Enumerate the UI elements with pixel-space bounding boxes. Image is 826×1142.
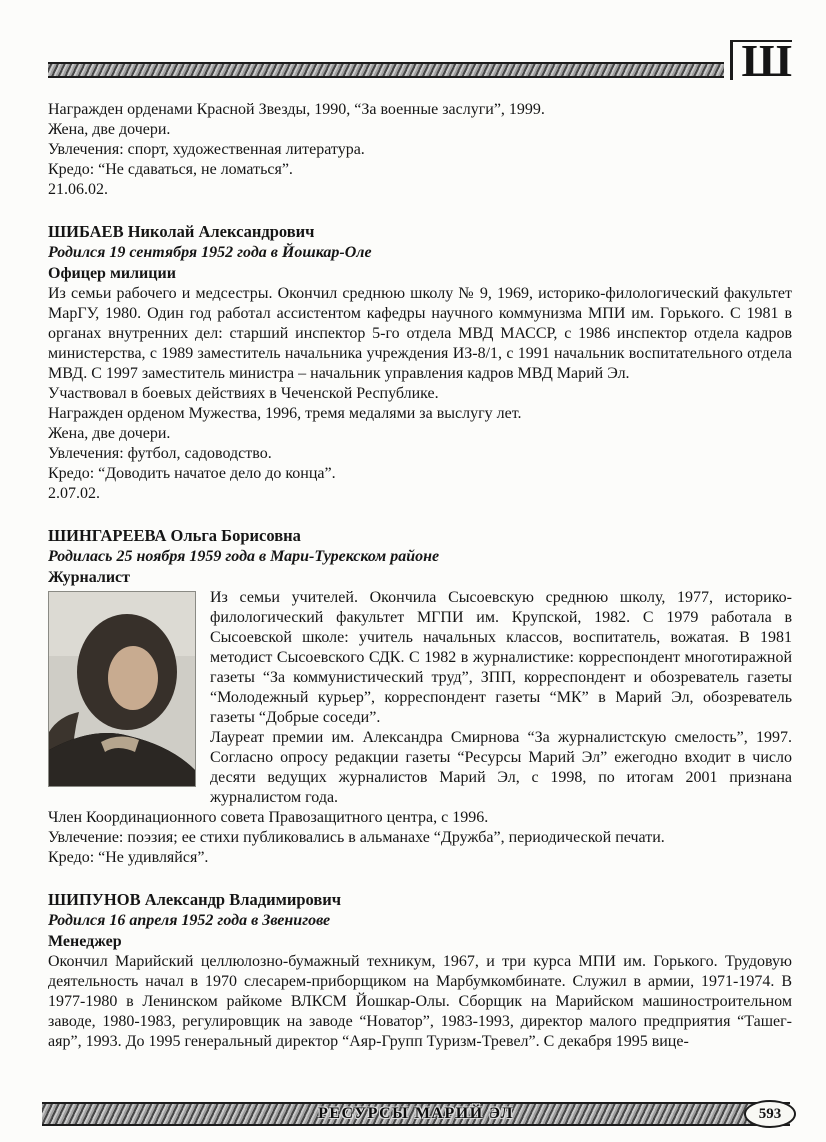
date-line: 2.07.02. [48, 485, 100, 502]
entry-paragraph: Окончил Марийский целлюлозно-бумажный техникум, 1967, и три курса МПИ им. Горького. Трудовую деятельность начал в 1970 слесарем-приборщиком на Марбумкомбинате. Служил в армии, 1971-1974. В 1977-1980 в Ленинском райкоме ВЛКСМ Йошкар-Олы. Сборщик на Марийском машиностроительном заводе, 1980-1983, регулировщик на заводе “Новатор”, 1983-1993, директор малого предприятия “Ташег-аяр”, 1993. До 1995 генеральный директор “Аяр-Групп Туризм-Тревел”. С декабря 1995 вице- [48, 953, 792, 1050]
page-number-badge [744, 1100, 796, 1128]
service-line: Участвовал в боевых действиях в Чеченской Республике. [48, 385, 439, 402]
family-line: Жена, две дочери. [48, 121, 171, 138]
entry-shipunov [48, 889, 792, 1052]
entry-profession: Менеджер [48, 933, 122, 950]
previous-entry-tail [48, 100, 792, 200]
hobbies-line: Увлечение: поэзия; ее стихи публиковались в альманахе “Дружба”, периодической печати. [48, 829, 665, 846]
entry-profession: Офицер милиции [48, 265, 176, 282]
awards-line: Награжден орденами Красной Звезды, 1990, “За военные заслуги”, 1999. [48, 101, 545, 118]
hobbies-line: Увлечения: спорт, художественная литература. [48, 141, 365, 158]
page-header [48, 35, 792, 87]
footer-title: РЕСУРСЫ МАРИЙ ЭЛ [318, 1105, 514, 1122]
membership-line: Член Координационного совета Правозащитного центра, с 1996. [48, 809, 489, 826]
entry-born: Родился 19 сентября 1952 года в Йошкар-Оле [48, 244, 372, 261]
portrait-silhouette [49, 592, 195, 786]
section-rule [48, 62, 724, 78]
hobbies-line: Увлечения: футбол, садоводство. [48, 445, 272, 462]
entry-paragraph: Лауреат премии им. Александра Смирнова “За журналистскую смелость”, 1997. Согласно опросу редакции газеты “Ресурсы Марий Эл” ежегодно входит в число десяти ведущих журналистов Марий Эл, с 1998, по итогам 2001 признана журналистом года. [210, 729, 792, 806]
credo-line: Кредо: “Не сдаваться, не ломаться”. [48, 161, 293, 178]
entry-flow [48, 588, 792, 868]
family-line: Жена, две дочери. [48, 425, 171, 442]
awards-line: Награжден орденом Мужества, 1996, тремя медалями за выслугу лет. [48, 405, 522, 422]
entry-shingareeva [48, 525, 792, 868]
footer-rule [42, 1102, 790, 1126]
date-line: 21.06.02. [48, 181, 108, 198]
section-letter: Ш [730, 40, 792, 80]
entry-born: Родилась 25 ноября 1959 года в Мари-Турекском районе [48, 548, 440, 565]
portrait-photo [48, 591, 196, 787]
page-content [48, 100, 792, 1052]
entry-paragraph: Из семьи рабочего и медсестры. Окончил среднюю школу № 9, 1969, историко-филологический факультет МарГУ, 1980. Один год работал ассистентом кафедры научного коммунизма МПИ им. Горького. С 1981 в органах внутренних дел: старший инспектор 5-го отдела МВД МАССР, с 1986 инспектор отдела кадров министерства, с 1989 заместитель начальника учреждения ИЗ-8/1, с 1991 начальник воспитательного отдела МВД. С 1997 заместитель министра – начальник управления кадров МВД Марий Эл. [48, 285, 792, 382]
entry-paragraph: Из семьи учителей. Окончила Сысоевскую среднюю школу, 1977, историко-филологический факультет МГПИ им. Крупской, 1982. С 1979 работала в Сысоевской школе: учитель начальных классов, воспитатель, вожатая. В 1981 методист Сысоевского СДК. С 1982 в журналистике: корреспондент многотиражной газеты “За коммунистический труд”, ЗПП, корреспондент и обозреватель газеты “Молодежный курьер”, корреспондент газеты “МК” в Марий Эл, обозреватель газеты “Добрые соседи”. [210, 589, 792, 726]
credo-line: Кредо: “Не удивляйся”. [48, 849, 209, 866]
entry-name: ШИНГАРЕЕВА Ольга Борисовна [48, 526, 301, 545]
entry-profession: Журналист [48, 569, 131, 586]
page-footer [42, 1100, 796, 1128]
entry-shibaev [48, 221, 792, 504]
credo-line: Кредо: “Доводить начатое дело до конца”. [48, 465, 336, 482]
entry-born: Родился 16 апреля 1952 года в Звенигове [48, 912, 331, 929]
entry-name: ШИБАЕВ Николай Александрович [48, 222, 315, 241]
page-number: 593 [758, 1105, 782, 1122]
entry-name: ШИПУНОВ Александр Владимирович [48, 890, 342, 909]
